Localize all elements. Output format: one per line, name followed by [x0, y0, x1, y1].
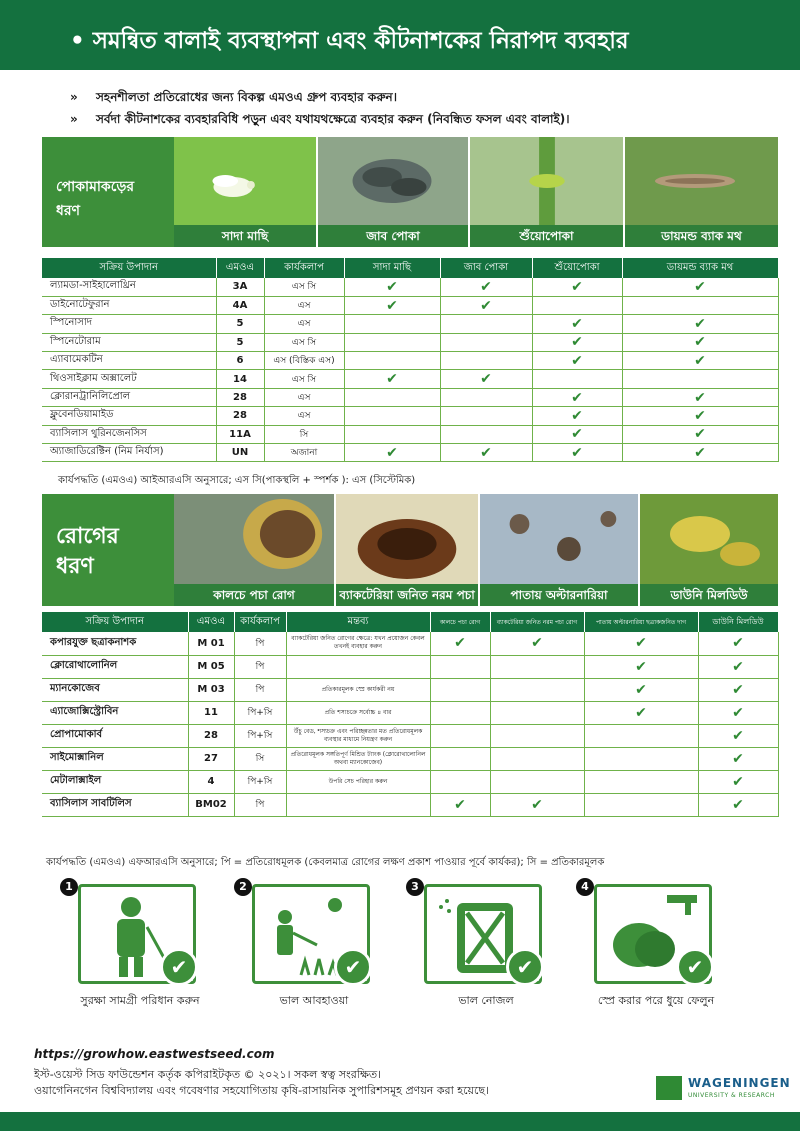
- checkmark-icon: ✔: [732, 750, 744, 767]
- empty-cell: [584, 747, 698, 770]
- photo-caption: সাদা মাছি: [174, 225, 316, 247]
- checkmark-icon: ✔: [732, 635, 744, 652]
- empty-cell: [440, 407, 532, 425]
- bullet-marker: »: [70, 90, 78, 104]
- ingredient-name: কপারযুক্ত ছত্রাকনাশক: [42, 632, 188, 655]
- ingredient-name: স্পিনোসাদ: [42, 315, 216, 333]
- remark: প্রতিকারমূলক স্প্রে কার্যকরী নয়: [286, 678, 430, 701]
- empty-cell: [490, 678, 584, 701]
- empty-cell: [490, 770, 584, 793]
- activity: অজানা: [264, 444, 344, 462]
- checkmark-icon: ✔: [454, 796, 466, 813]
- ingredient-name: এ্যাজোক্সিস্ট্রোবিন: [42, 701, 188, 724]
- checkmark-icon: ✔: [454, 635, 466, 652]
- caterpillar-photo: [470, 137, 625, 247]
- empty-cell: [490, 747, 584, 770]
- page-header: [0, 0, 800, 70]
- aphid-image: [318, 137, 468, 225]
- step-label: স্প্রে করার পরে ধুয়ে ফেলুন: [597, 994, 715, 1007]
- ingredient-name: ডাইনোটেফুরান: [42, 296, 216, 314]
- moa-code: 11A: [216, 425, 264, 443]
- checkmark-icon: ✔: [694, 389, 706, 406]
- checkmark-icon: ✔: [694, 426, 706, 443]
- table-row: [42, 407, 778, 425]
- check-cell: [622, 315, 778, 333]
- wageningen-logo: [656, 1074, 791, 1106]
- empty-cell: [440, 425, 532, 443]
- aphid-photo: [318, 137, 470, 247]
- check-cell: [622, 407, 778, 425]
- empty-cell: [440, 333, 532, 351]
- check-cell: [532, 333, 622, 351]
- column-header: সক্রিয় উপাদান: [42, 258, 216, 278]
- website-link[interactable]: https://growhow.eastwestseed.com: [34, 1047, 275, 1061]
- table-row: [42, 770, 778, 793]
- check-cell: [532, 407, 622, 425]
- intro-bullets: [70, 86, 780, 130]
- column-header: এমওএ: [188, 612, 234, 632]
- table-row: [42, 278, 778, 296]
- activity: সি: [234, 747, 286, 770]
- remark: [286, 655, 430, 678]
- checkmark-icon: ✔: [732, 658, 744, 675]
- checkmark-icon: ✔: [571, 444, 583, 461]
- empty-cell: [344, 388, 440, 406]
- ingredient-name: এ্যাবামেকটিন: [42, 352, 216, 370]
- black-rot-image: [174, 494, 334, 584]
- moa-code: 28: [188, 724, 234, 747]
- table-row: [42, 655, 778, 678]
- disease-moa-note: কার্যপদ্ধতি (এমওএ) এফআরএসি অনুসারে; পি = প্রতিরোধমূলক (কেবলমাত্র রোগের লক্ষণ প্রকাশ পাওয়ার পূর্বে কার্যকর); সি = প্রতিকারমূলক: [46, 857, 605, 868]
- check-cell: [622, 333, 778, 351]
- moa-code: 27: [188, 747, 234, 770]
- empty-cell: [430, 770, 490, 793]
- empty-cell: [490, 701, 584, 724]
- check-cell: [584, 701, 698, 724]
- check-cell: [698, 655, 778, 678]
- safety-step-2: [234, 878, 362, 1013]
- empty-cell: [430, 701, 490, 724]
- page-title: • সমন্বিত বালাই ব্যবস্থাপনা এবং কীটনাশকের নিরাপদ ব্যবহার: [70, 28, 629, 54]
- empty-cell: [532, 296, 622, 314]
- moa-code: BM02: [188, 793, 234, 816]
- check-cell: [532, 352, 622, 370]
- fungicide-table: [42, 612, 779, 817]
- bullet-text: সর্বদা কীটনাশকের ব্যবহারবিধি পড়ুন এবং যথাযথক্ষেত্রে ব্যবহার করুন (নিবন্ধিত ফসল এবং বালাই)।: [96, 112, 570, 126]
- check-cell: [440, 278, 532, 296]
- moa-code: 3A: [216, 278, 264, 296]
- bullet-marker: »: [70, 112, 78, 126]
- empty-cell: [490, 655, 584, 678]
- table-row: [42, 296, 778, 314]
- check-cell: [532, 388, 622, 406]
- photo-caption: কালচে পচা রোগ: [174, 584, 334, 606]
- empty-cell: [344, 425, 440, 443]
- remark: উপরি সেচ পরিহার করুন: [286, 770, 430, 793]
- activity: এস সি: [264, 278, 344, 296]
- bottom-bar: [0, 1112, 800, 1131]
- safety-step-1: [60, 878, 200, 1013]
- activity: এস (বিস্তিক এস): [264, 352, 344, 370]
- credit-text: ওয়াগেনিনগেন বিশ্ববিদ্যালয় এবং গবেষণার সহযোগিতায় কৃষি-রাসায়নিক সুপারিশসমূহ প্রণয়ন করা হয়েছে।: [34, 1084, 489, 1097]
- empty-cell: [584, 770, 698, 793]
- moa-code: 4: [188, 770, 234, 793]
- column-header: মন্তব্য: [286, 612, 430, 632]
- step-number: 4: [576, 878, 594, 896]
- column-header: ডাউনি মিলডিউ: [698, 612, 778, 632]
- pest-band-label: [42, 137, 174, 247]
- checkmark-icon: ✔: [386, 297, 398, 314]
- pest-moa-note: কার্যপদ্ধতি (এমওএ) আইআরএসি অনুসারে; এস সি(পাকস্থলি + স্পর্শক ): এস (সিস্টেমিক): [58, 475, 416, 486]
- remark: [286, 793, 430, 816]
- check-cell: [532, 315, 622, 333]
- empty-cell: [430, 724, 490, 747]
- checkmark-icon: ✔: [480, 278, 492, 295]
- checkmark-icon: ✔: [571, 278, 583, 295]
- column-header: পাতায় অল্টারনারিয়া ছত্রাকজনিত দাগ: [584, 612, 698, 632]
- table-row: [42, 793, 778, 816]
- moa-code: UN: [216, 444, 264, 462]
- black-rot-photo: [174, 494, 336, 606]
- pest-band-label-line2: ধরণ: [56, 203, 81, 219]
- step-number: 2: [234, 878, 252, 896]
- empty-cell: [532, 370, 622, 388]
- checkmark-icon: ✔: [732, 704, 744, 721]
- checkmark-icon: ✔: [635, 658, 647, 675]
- photo-caption: শুঁয়োপোকা: [470, 225, 623, 247]
- checkmark-icon: ✔: [694, 315, 706, 332]
- pest-band-label-line1: পোকামাকড়ের: [56, 179, 135, 195]
- check-cell: [440, 444, 532, 462]
- moa-code: M 05: [188, 655, 234, 678]
- bullet-text: সহনশীলতা প্রতিরোধের জন্য বিকল্প এমওএ গ্রুপ ব্যবহার করুন।: [96, 90, 397, 104]
- photo-caption: ডায়মন্ড ব্যাক মথ: [625, 225, 778, 247]
- ingredient-name: ক্লোরানট্রানিলিপ্রোল: [42, 388, 216, 406]
- diamondback-moth-photo: [625, 137, 778, 247]
- remark: প্রতি শস্যচক্রে সর্বোচ্চ ৪ বার: [286, 701, 430, 724]
- remark: প্রতিরোধমূলক সঙ্গতিপূর্ণ মিশ্রিত ট্যাংক (ক্লোরোথালোনিল অথবা ম্যানকোজেব): [286, 747, 430, 770]
- table-row: [42, 444, 778, 462]
- check-cell: [622, 352, 778, 370]
- step-label: ভাল নোজল: [458, 994, 514, 1007]
- checkmark-icon: ✔: [732, 796, 744, 813]
- checkmark-icon: ✔: [571, 352, 583, 369]
- table-row: [42, 315, 778, 333]
- pest-types-band: [42, 137, 778, 247]
- ingredient-name: স্পিনেটোরাম: [42, 333, 216, 351]
- bullet-2: [70, 108, 780, 130]
- caterpillar-image: [470, 137, 623, 225]
- activity: এস: [264, 296, 344, 314]
- checkmark-icon: ✔: [480, 371, 492, 388]
- table-row: [42, 333, 778, 351]
- checkmark-icon: ✔: [732, 773, 744, 790]
- ingredient-name: থিওসাইক্লাম অক্সালেট: [42, 370, 216, 388]
- photo-caption: পাতায় অল্টারনারিয়া: [480, 584, 638, 606]
- checkmark-icon: ✔: [571, 389, 583, 406]
- column-header: ডায়মন্ড ব্যাক মথ: [622, 258, 778, 278]
- ingredient-name: ল্যামডা-সাইহালোথ্রিন: [42, 278, 216, 296]
- photo-caption: ব্যাকটেরিয়া জনিত নরম পচা: [336, 584, 478, 606]
- check-cell: [622, 278, 778, 296]
- column-header: এমওএ: [216, 258, 264, 278]
- empty-cell: [440, 315, 532, 333]
- empty-cell: [622, 370, 778, 388]
- activity: পি: [234, 655, 286, 678]
- ingredient-name: ব্যাসিলাস সাবটিলিস: [42, 793, 188, 816]
- downy-mildew-photo: [640, 494, 778, 606]
- check-icon: ✔: [334, 948, 372, 986]
- column-header: ব্যাকটেরিয়া জনিত নরম পচা রোগ: [490, 612, 584, 632]
- checkmark-icon: ✔: [694, 278, 706, 295]
- column-header: জাব পোকা: [440, 258, 532, 278]
- checkmark-icon: ✔: [531, 796, 543, 813]
- check-cell: [584, 655, 698, 678]
- checkmark-icon: ✔: [571, 407, 583, 424]
- table-row: [42, 747, 778, 770]
- ingredient-name: প্রোপামোকার্ব: [42, 724, 188, 747]
- safety-step-3: [406, 878, 534, 1013]
- column-header: সাদা মাছি: [344, 258, 440, 278]
- check-cell: [698, 747, 778, 770]
- table-row: [42, 425, 778, 443]
- check-cell: [344, 278, 440, 296]
- check-cell: [344, 370, 440, 388]
- step-number: 3: [406, 878, 424, 896]
- bacterial-soft-rot-photo: [336, 494, 480, 606]
- check-cell: [532, 444, 622, 462]
- table-row: [42, 388, 778, 406]
- disease-band-label-line1: রোগের: [56, 524, 119, 549]
- check-cell: [698, 678, 778, 701]
- checkmark-icon: ✔: [386, 278, 398, 295]
- logo-subtitle: UNIVERSITY & RESEARCH: [688, 1092, 775, 1099]
- moa-code: 11: [188, 701, 234, 724]
- checkmark-icon: ✔: [732, 727, 744, 744]
- checkmark-icon: ✔: [635, 635, 647, 652]
- empty-cell: [430, 678, 490, 701]
- table-row: [42, 724, 778, 747]
- moa-code: M 01: [188, 632, 234, 655]
- alternaria-leaf-spot-image: [480, 494, 638, 584]
- copyright-text: ইস্ট-ওয়েস্ট সিড ফাউন্ডেশন কর্তৃক কপিরাইটকৃত © ২০২১। সকল স্বত্ব সংরক্ষিত।: [34, 1068, 382, 1081]
- check-cell: [698, 701, 778, 724]
- column-header: শুঁয়োপোকা: [532, 258, 622, 278]
- check-cell: [622, 388, 778, 406]
- checkmark-icon: ✔: [571, 315, 583, 332]
- check-cell: [490, 793, 584, 816]
- check-cell: [344, 444, 440, 462]
- checkmark-icon: ✔: [480, 444, 492, 461]
- check-icon: ✔: [506, 948, 544, 986]
- empty-cell: [584, 793, 698, 816]
- step-label: ভাল আবহাওয়া: [279, 994, 349, 1007]
- check-cell: [490, 632, 584, 655]
- checkmark-icon: ✔: [531, 635, 543, 652]
- table-row: [42, 701, 778, 724]
- checkmark-icon: ✔: [386, 371, 398, 388]
- activity: এস: [264, 315, 344, 333]
- bacterial-soft-rot-image: [336, 494, 478, 584]
- moa-code: 5: [216, 315, 264, 333]
- moa-code: 6: [216, 352, 264, 370]
- photo-caption: ডাউনি মিলডিউ: [640, 584, 778, 606]
- table-row: [42, 370, 778, 388]
- checkmark-icon: ✔: [694, 334, 706, 351]
- checkmark-icon: ✔: [635, 704, 647, 721]
- check-cell: [532, 425, 622, 443]
- check-cell: [344, 296, 440, 314]
- disease-band-label-line2: ধরণ: [56, 554, 94, 579]
- table-row: [42, 352, 778, 370]
- check-cell: [622, 425, 778, 443]
- empty-cell: [584, 724, 698, 747]
- moa-code: 5: [216, 333, 264, 351]
- alternaria-leaf-spot-photo: [480, 494, 640, 606]
- logo-wordmark: WAGENINGEN: [688, 1076, 791, 1090]
- column-header: কার্যকলাপ: [234, 612, 286, 632]
- disease-band-label: [42, 494, 174, 606]
- ingredient-name: ম্যানকোজেব: [42, 678, 188, 701]
- column-header: কার্যকলাপ: [264, 258, 344, 278]
- step-number: 1: [60, 878, 78, 896]
- insecticide-table: [42, 258, 779, 462]
- column-header: কালচে পচা রোগ: [430, 612, 490, 632]
- moa-code: 28: [216, 388, 264, 406]
- check-cell: [584, 632, 698, 655]
- moa-code: M 03: [188, 678, 234, 701]
- activity: পি: [234, 793, 286, 816]
- moa-code: 4A: [216, 296, 264, 314]
- table-header-row: [42, 258, 778, 278]
- whitefly-photo: [174, 137, 318, 247]
- empty-cell: [344, 407, 440, 425]
- activity: এস সি: [264, 370, 344, 388]
- activity: এস: [264, 388, 344, 406]
- disease-types-band: [42, 494, 778, 606]
- empty-cell: [430, 747, 490, 770]
- ingredient-name: মেটালাক্সাইল: [42, 770, 188, 793]
- empty-cell: [430, 655, 490, 678]
- moa-code: 28: [216, 407, 264, 425]
- activity: পি: [234, 632, 286, 655]
- check-cell: [698, 770, 778, 793]
- moa-code: 14: [216, 370, 264, 388]
- checkmark-icon: ✔: [386, 444, 398, 461]
- empty-cell: [344, 333, 440, 351]
- wageningen-logo-mark: [656, 1076, 682, 1100]
- ingredient-name: ক্লোরোথালোনিল: [42, 655, 188, 678]
- check-icon: ✔: [160, 948, 198, 986]
- empty-cell: [344, 352, 440, 370]
- checkmark-icon: ✔: [635, 681, 647, 698]
- check-cell: [698, 724, 778, 747]
- check-cell: [698, 793, 778, 816]
- activity: সি: [264, 425, 344, 443]
- diamondback-moth-image: [625, 137, 778, 225]
- ingredient-name: ফ্লুবেনডিয়ামাইড: [42, 407, 216, 425]
- ingredient-name: ব্যাসিলাস থুরিনজেনসিস: [42, 425, 216, 443]
- activity: এস সি: [264, 333, 344, 351]
- check-cell: [622, 444, 778, 462]
- checkmark-icon: ✔: [694, 352, 706, 369]
- check-cell: [698, 632, 778, 655]
- checkmark-icon: ✔: [694, 444, 706, 461]
- remark: উঁচু বেড, শস্যচক্র এবং পরিচ্ছন্নতার মত প্রতিরোধমূলক ব্যবস্থার মাধ্যমে নিয়ন্ত্রণ করুন: [286, 724, 430, 747]
- check-cell: [440, 370, 532, 388]
- bullet-1: [70, 86, 780, 108]
- check-cell: [440, 296, 532, 314]
- table-header-row: [42, 612, 778, 632]
- safety-steps: [60, 878, 760, 1013]
- empty-cell: [344, 315, 440, 333]
- check-cell: [584, 678, 698, 701]
- activity: পি+সি: [234, 770, 286, 793]
- downy-mildew-image: [640, 494, 778, 584]
- activity: পি: [234, 678, 286, 701]
- ingredient-name: অ্যাজাডিরেক্টিন (নিম নির্যাস): [42, 444, 216, 462]
- step-label: সুরক্ষা সামগ্রী পরিধান করুন: [80, 994, 200, 1007]
- empty-cell: [490, 724, 584, 747]
- activity: এস: [264, 407, 344, 425]
- check-icon: ✔: [676, 948, 714, 986]
- activity: পি+সি: [234, 724, 286, 747]
- check-cell: [430, 793, 490, 816]
- empty-cell: [440, 388, 532, 406]
- column-header: সক্রিয় উপাদান: [42, 612, 188, 632]
- checkmark-icon: ✔: [732, 681, 744, 698]
- empty-cell: [622, 296, 778, 314]
- checkmark-icon: ✔: [571, 334, 583, 351]
- check-cell: [532, 278, 622, 296]
- checkmark-icon: ✔: [694, 407, 706, 424]
- ingredient-name: সাইমোক্সানিল: [42, 747, 188, 770]
- checkmark-icon: ✔: [571, 426, 583, 443]
- checkmark-icon: ✔: [480, 297, 492, 314]
- remark: ব্যাকটেরিয়া জনিত রোগের ক্ষেত্রে: যখন প্রয়োজন কেবল তখনই ব্যবহার করুন: [286, 632, 430, 655]
- whitefly-image: [174, 137, 316, 225]
- empty-cell: [440, 352, 532, 370]
- photo-caption: জাব পোকা: [318, 225, 468, 247]
- activity: পি+সি: [234, 701, 286, 724]
- table-row: [42, 678, 778, 701]
- safety-step-4: [576, 878, 715, 1013]
- table-row: [42, 632, 778, 655]
- check-cell: [430, 632, 490, 655]
